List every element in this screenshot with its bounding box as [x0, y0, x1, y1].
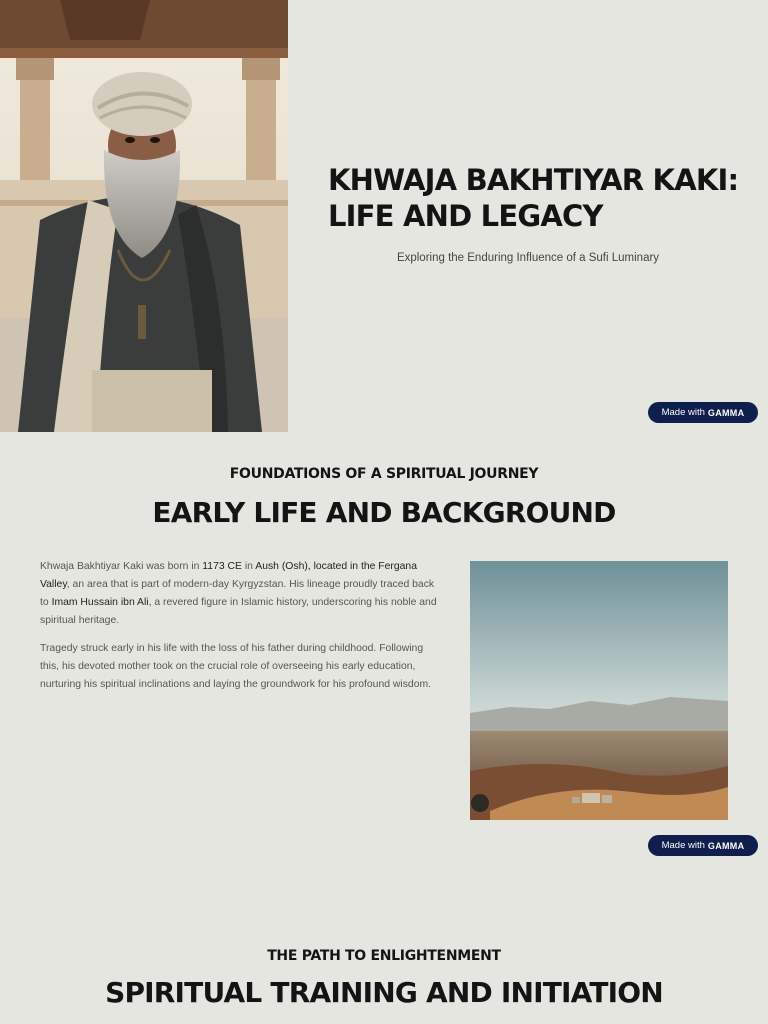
section-title: EARLY LIFE AND BACKGROUND [152, 496, 616, 529]
badge-prefix: Made with [661, 407, 705, 418]
section-eyebrow: THE PATH TO ENLIGHTENMENT [267, 948, 501, 964]
slide-title: KHWAJA BAKHTIYAR KAKI: LIFE AND LEGACY [328, 163, 739, 233]
made-with-gamma-badge[interactable] [648, 835, 758, 856]
gamma-logo: GAMMA [707, 840, 745, 851]
body-text [40, 558, 438, 704]
title-slide [0, 0, 768, 432]
paragraph-1: Khwaja Bakhtiyar Kaki was born in 1173 CE in Aush (Osh), located in the Fergana Valley, an area that is part of modern-day Kyrgyzstan. His lineage proudly traced back to Imam Hussain ibn Ali, a revered figure in Islamic history, underscoring his noble and spiritual heritage. [40, 561, 437, 626]
valley-landscape-image [470, 561, 728, 820]
badge-prefix: Made with [661, 840, 705, 851]
section-eyebrow: FOUNDATIONS OF A SPIRITUAL JOURNEY [229, 466, 539, 482]
early-life-slide [0, 444, 768, 864]
slide-subtitle: Exploring the Enduring Influence of a Sufi Luminary [396, 252, 660, 264]
gamma-logo: GAMMA [707, 407, 745, 418]
paragraph-2: Tragedy struck early in his life with the loss of his father during childhood. Following this, his devoted mother took on the crucial role of overseeing his early education, nurturing his spiritual inclinations and laying the groundwork for his profound wisdom. [40, 643, 432, 690]
hero-portrait-image [0, 0, 288, 432]
section-title: SPIRITUAL TRAINING AND INITIATION [105, 976, 663, 1009]
made-with-gamma-badge[interactable] [648, 402, 758, 423]
